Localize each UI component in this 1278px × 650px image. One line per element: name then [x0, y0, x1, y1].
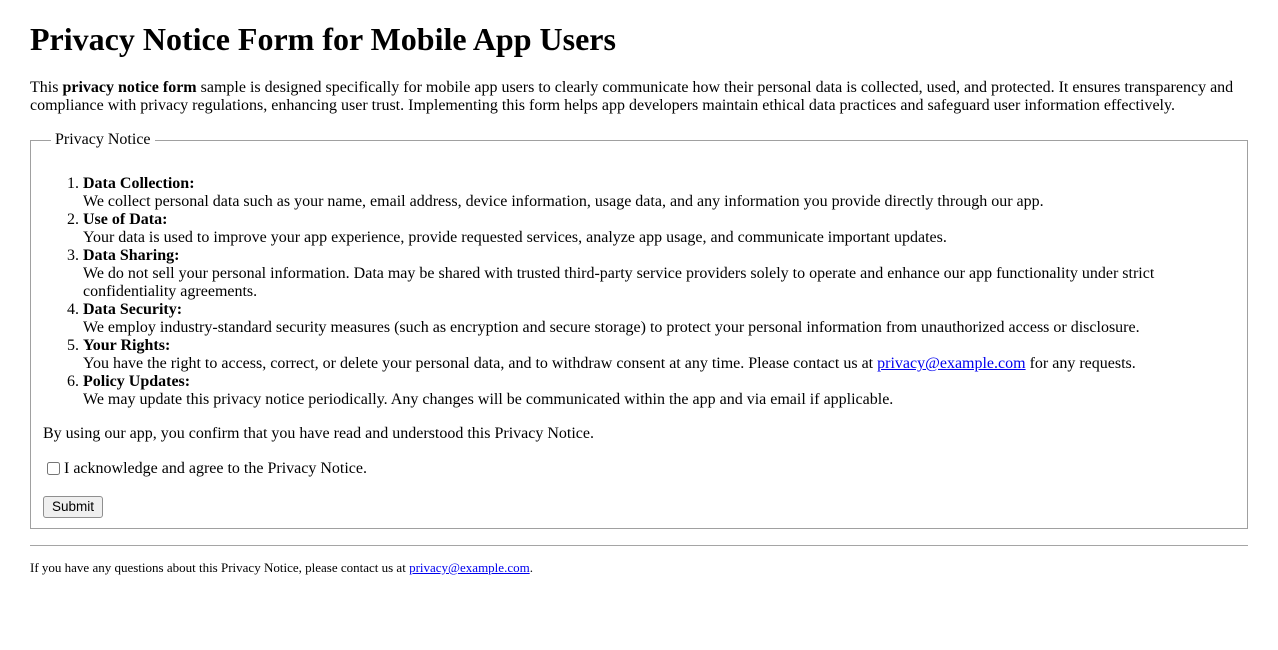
footer-text-pre: If you have any questions about this Privacy Notice, please contact us at	[30, 560, 410, 575]
footer-email-link[interactable]: privacy@example.com	[409, 560, 530, 575]
list-item: 1. Data Collection: We collect personal data such as your name, email address, device information, usage data, and any information you provide directly through our app.	[83, 175, 1235, 211]
list-item: 2. Use of Data: Your data is used to improve your app experience, provide requested services, analyze app usage, and communicate important updates.	[83, 211, 1235, 247]
confirmation-text: By using our app, you confirm that you have read and understood this Privacy Notice.	[43, 425, 594, 442]
submit-button[interactable]: Submit	[43, 496, 103, 518]
list-item: 6. Policy Updates: We may update this privacy notice periodically. Any changes will be communicated within the app and via email if applicable.	[83, 373, 1235, 409]
list-item-label: Data Collection:	[83, 175, 195, 192]
acknowledge-checkbox-label: I acknowledge and agree to the Privacy Notice.	[64, 460, 367, 477]
acknowledge-label[interactable]	[43, 460, 367, 477]
list-item: 5. Your Rights: You have the right to access, correct, or delete your personal data, and to withdraw consent at any time. Please contact us at privacy@example.com for any requests.	[83, 337, 1235, 373]
privacy-email-link[interactable]: privacy@example.com	[877, 355, 1026, 372]
intro-text-bold: privacy notice form	[62, 79, 197, 96]
intro-text-post: sample is designed specifically for mobile app users to clearly communicate how their personal data is collected, used, and protected. It ensures transparency and compliance with privacy regulations, enhancing user trust. Implementing this form helps app developers maintain ethical data practices and safeguard user information effectively.	[30, 79, 1234, 114]
list-item: 3. Data Sharing: We do not sell your personal information. Data may be shared with trusted third-party service providers solely to operate and enhance our app functionality under strict confidentiality agreements.	[83, 247, 1235, 301]
privacy-notice-fieldset	[30, 131, 1248, 529]
list-item-label: Data Sharing:	[83, 247, 180, 264]
intro-text-pre: This	[30, 79, 63, 96]
fieldset-legend: Privacy Notice	[55, 131, 151, 148]
list-item-label: Policy Updates:	[83, 373, 191, 390]
list-item: 4. Data Security: We employ industry-standard security measures (such as encryption and secure storage) to protect your personal information from unauthorized access or disclosure.	[83, 301, 1235, 337]
intro-paragraph	[30, 79, 1248, 115]
list-item-label: Data Security:	[83, 301, 183, 318]
list-item-label: Use of Data:	[83, 211, 168, 228]
privacy-form	[30, 131, 1248, 529]
page-title: Privacy Notice Form for Mobile App Users	[30, 21, 616, 57]
acknowledge-checkbox[interactable]	[47, 462, 60, 475]
footer-text	[30, 560, 1248, 576]
footer-text-post: .	[529, 560, 533, 575]
privacy-terms-list	[43, 175, 1235, 409]
divider	[30, 545, 1248, 546]
list-item-label: Your Rights:	[83, 337, 171, 354]
acknowledge-row	[43, 459, 1235, 478]
